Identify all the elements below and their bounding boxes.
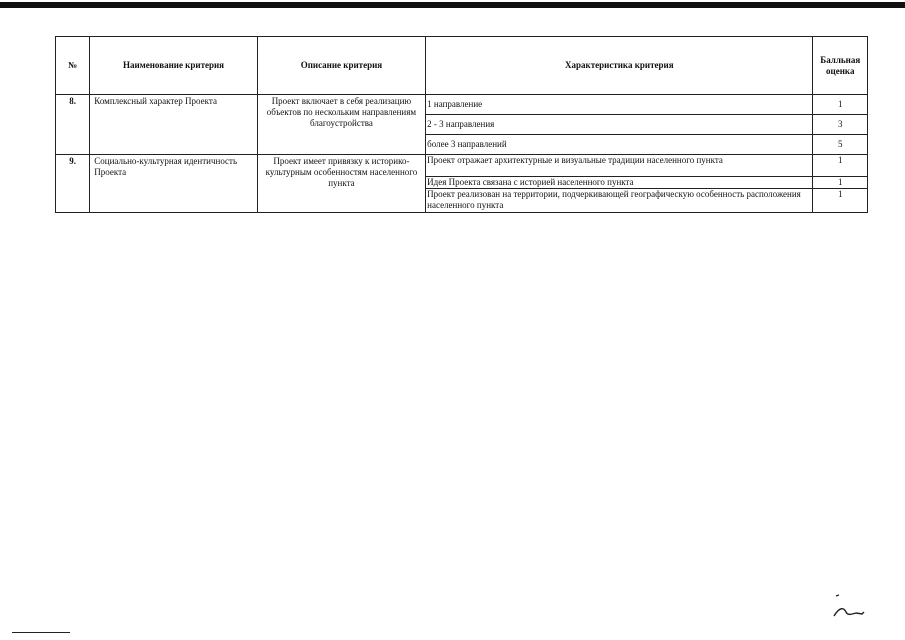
characteristic-option: Проект реализован на территории, подчеркивающей географическую особенность расположения населенного пункта	[426, 189, 813, 213]
criterion-description: Проект имеет привязку к историко-культурным особенностям населенного пункта	[257, 155, 425, 213]
criterion-name: Социально-культурная идентичность Проекта	[90, 155, 257, 213]
header-score: Балльная оценка	[813, 37, 868, 95]
characteristic-option: 2 - 3 направления	[426, 115, 813, 135]
header-criterion-name: Наименование критерия	[90, 37, 257, 95]
characteristic-option: более 3 направлений	[426, 135, 813, 155]
table-header-row	[56, 37, 868, 95]
row-number: 8.	[56, 95, 90, 155]
characteristic-option: 1 направление	[426, 95, 813, 115]
score-value: 1	[813, 155, 868, 177]
header-criterion-description: Описание критерия	[257, 37, 425, 95]
table-row	[56, 155, 868, 177]
score-value: 3	[813, 115, 868, 135]
criteria-table	[55, 36, 868, 213]
score-value: 1	[813, 95, 868, 115]
header-criterion-characteristic: Характеристика критерия	[426, 37, 813, 95]
score-value: 5	[813, 135, 868, 155]
criterion-description: Проект включает в себя реализацию объектов по нескольким направлениям благоустройства	[257, 95, 425, 155]
header-number: №	[56, 37, 90, 95]
top-border-line	[0, 2, 905, 8]
signature-mark	[830, 592, 870, 622]
characteristic-option: Проект отражает архитектурные и визуальные традиции населенного пункта	[426, 155, 813, 177]
criterion-name: Комплексный характер Проекта	[90, 95, 257, 155]
table-row	[56, 95, 868, 115]
score-value: 1	[813, 177, 868, 189]
row-number: 9.	[56, 155, 90, 213]
score-value: 1	[813, 189, 868, 213]
characteristic-option: Идея Проекта связана с историей населенного пункта	[426, 177, 813, 189]
bottom-edge-line	[12, 632, 70, 633]
